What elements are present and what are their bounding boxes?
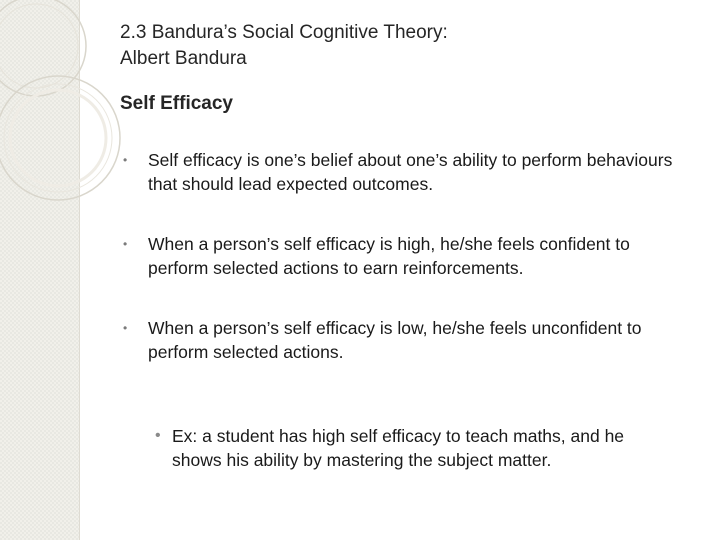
slide-title-line-1: 2.3 Bandura’s Social Cognitive Theory: <box>120 22 448 43</box>
bullet-text: When a person’s self efficacy is low, he/she feels unconfident to perform selected actions. <box>148 318 642 362</box>
slide-subtitle: Self Efficacy <box>120 93 233 114</box>
bullet-text: Self efficacy is one’s belief about one’s ability to perform behaviours that should lead expected outcomes. <box>148 150 673 194</box>
bullet-marker: • <box>123 237 128 251</box>
slide-title <box>120 20 448 72</box>
bullet-list <box>120 148 680 364</box>
bullet-text: When a person’s self efficacy is high, he/she feels confident to perform selected actions to earn reinforcements. <box>148 234 630 278</box>
bullet-item <box>120 148 680 196</box>
bullet-marker: • <box>123 321 128 335</box>
bullet-marker: • <box>123 153 128 167</box>
bullet-item <box>120 232 680 280</box>
sub-bullet-item <box>155 424 672 472</box>
bullet-item <box>120 316 680 364</box>
decorative-rings <box>0 0 140 220</box>
sub-bullet-text: Ex: a student has high self efficacy to teach maths, and he shows his ability by mastering the subject matter. <box>172 426 625 470</box>
slide-title-line-2: Albert Bandura <box>120 48 247 69</box>
sub-bullet-marker: • <box>155 427 161 444</box>
